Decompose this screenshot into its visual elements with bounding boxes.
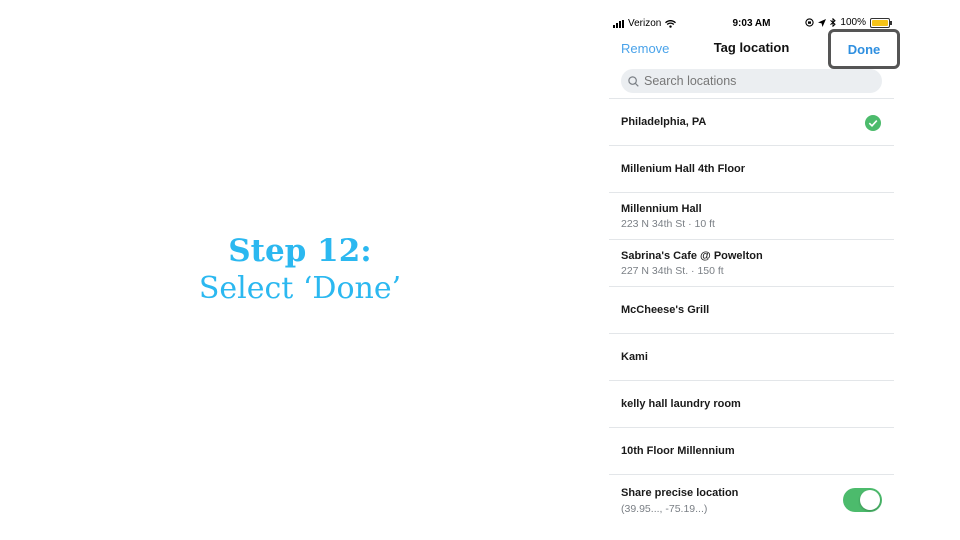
location-row-10th-floor-millennium[interactable] bbox=[609, 428, 894, 475]
step-number: Step 12: bbox=[228, 233, 372, 269]
orientation-lock-icon bbox=[805, 18, 814, 27]
location-row-kelly-hall-laundry[interactable] bbox=[609, 381, 894, 428]
location-name: kelly hall laundry room bbox=[621, 397, 741, 410]
done-button-label: Done bbox=[847, 42, 881, 57]
checkmark-icon bbox=[865, 115, 881, 131]
search-bar[interactable] bbox=[621, 69, 882, 93]
location-name: Philadelphia, PA bbox=[621, 115, 707, 128]
location-row-mccheeses-grill[interactable] bbox=[609, 287, 894, 334]
remove-button[interactable]: Remove bbox=[621, 41, 670, 56]
battery-percent: 100% bbox=[840, 17, 866, 28]
carrier-label: Verizon bbox=[628, 18, 662, 29]
location-name: 10th Floor Millennium bbox=[621, 444, 735, 457]
location-name: Kami bbox=[621, 350, 648, 363]
precise-location-toggle[interactable] bbox=[843, 488, 882, 512]
location-row-kami[interactable] bbox=[609, 334, 894, 381]
location-arrow-icon bbox=[818, 19, 826, 27]
page-title: Tag location bbox=[713, 40, 790, 55]
step-instruction: Select ‘Done’ bbox=[198, 271, 402, 306]
location-row-sabrinas-cafe[interactable] bbox=[609, 240, 894, 287]
location-row-philadelphia[interactable] bbox=[609, 99, 894, 146]
precise-location-coords: (39.95..., -75.19...) bbox=[621, 503, 708, 515]
done-button[interactable] bbox=[828, 29, 900, 69]
toggle-knob bbox=[860, 490, 880, 510]
precise-location-label: Share precise location bbox=[621, 487, 739, 499]
location-row-millenium-hall-4th-floor[interactable] bbox=[609, 146, 894, 193]
location-list bbox=[609, 99, 894, 475]
precise-location-row bbox=[609, 480, 894, 526]
location-detail: 227 N 34th St. · 150 ft bbox=[621, 264, 724, 277]
location-row-millennium-hall[interactable] bbox=[609, 193, 894, 240]
slide-caption bbox=[150, 232, 450, 308]
search-icon bbox=[628, 76, 639, 87]
location-name: Millennium Hall bbox=[621, 202, 702, 215]
location-name: Sabrina's Cafe @ Powelton bbox=[621, 249, 763, 262]
location-name: Millenium Hall 4th Floor bbox=[621, 162, 746, 175]
clock: 9:03 AM bbox=[732, 18, 771, 29]
location-name: McCheese's Grill bbox=[621, 303, 710, 316]
search-input[interactable] bbox=[644, 74, 864, 88]
location-detail: 223 N 34th St · 10 ft bbox=[621, 217, 715, 230]
phone-screen bbox=[609, 12, 894, 540]
battery-icon bbox=[870, 18, 890, 28]
bluetooth-icon bbox=[830, 18, 836, 27]
